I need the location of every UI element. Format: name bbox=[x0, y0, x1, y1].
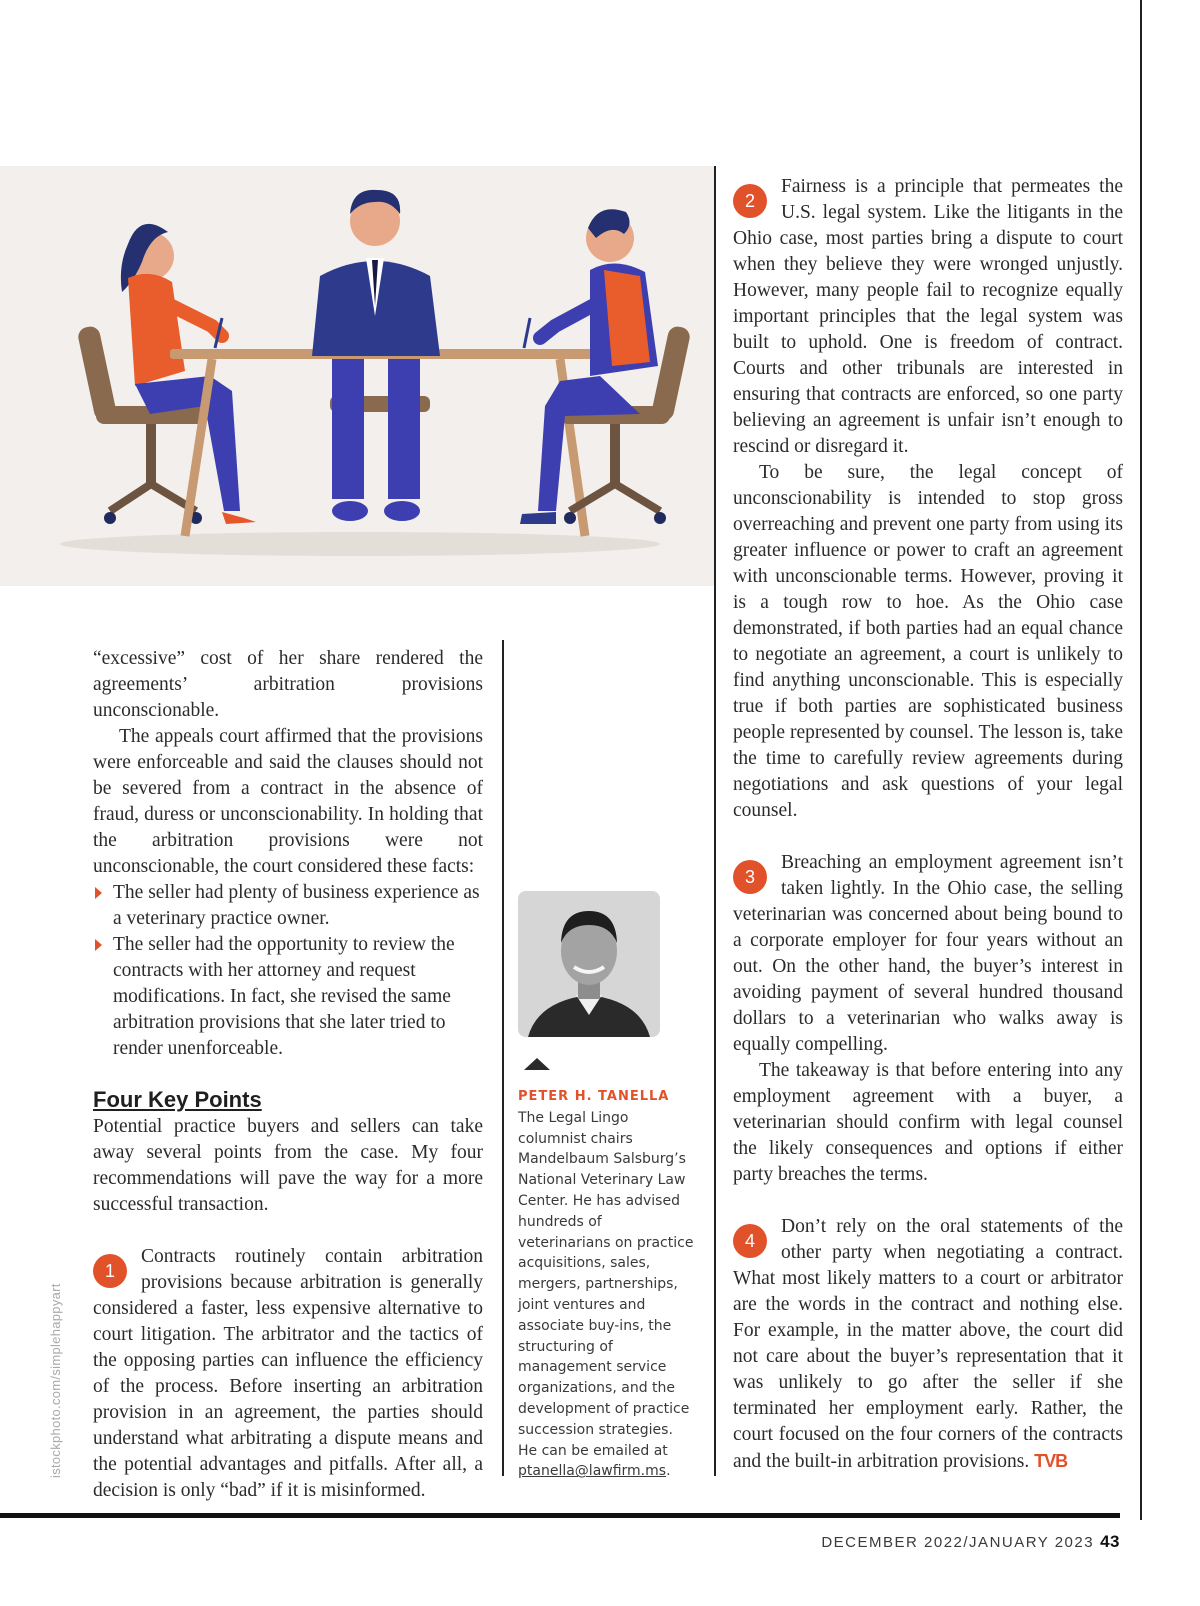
author-bio: PETER H. TANELLA The Legal Lingo columnist chairs Mandelbaum Salsburg’s National Veterinary Law Center. He has advised hundreds of veterinarians on practice acquisitions, sales, mergers, partnerships, joint ventures and associate buy-ins, the structuring of management service organizations, and the development of practice succession strategies. He can be emailed at ptanella@lawfirm.ms. bbox=[518, 1087, 696, 1482]
paragraph: The takeaway is that before entering into any employment agreement with a buyer, a veterinarian should confirm with legal counsel the likely consequences and options if either party breaches the terms. bbox=[733, 1060, 1123, 1185]
author-email-link[interactable]: ptanella@lawfirm.ms bbox=[518, 1463, 667, 1480]
triangle-bullet-icon bbox=[95, 887, 102, 899]
number-badge: 3 bbox=[733, 860, 767, 894]
column-rule-left bbox=[502, 640, 504, 1476]
number-badge: 1 bbox=[93, 1254, 127, 1288]
right-column bbox=[733, 174, 1123, 1475]
bullet-list bbox=[93, 880, 483, 1062]
paragraph: Potential practice buyers and sellers can take away several points from the case. My four recommendations will pave the way for a more successful transaction. bbox=[93, 1116, 483, 1215]
left-column bbox=[93, 646, 483, 1504]
author-name: PETER H. TANELLA bbox=[518, 1089, 670, 1104]
issue-date: DECEMBER 2022/JANUARY 2023 bbox=[821, 1534, 1095, 1551]
paragraph: The appeals court affirmed that the provisions were enforceable and said the clauses should not be severed from a contract in the absence of fraud, duress or unconscionability. In holding that the arbitration provisions were not unconscionable, the court considered these facts: bbox=[93, 726, 483, 877]
paragraph: To be sure, the legal concept of unconscionability is intended to stop gross overreaching and prevent one party from using its greater influence or power to craft an agreement with unconscionable terms. However, proving it is a tough row to hoe. As the Ohio case demonstrated, if both parties had an equal chance to negotiate an agreement, a court is unlikely to find anything unconscionable. This is especially true if both parties are sophisticated business people represented by counsel. The lesson is, take the time to carefully review agreements during negotiations and ask questions of your legal counsel. bbox=[733, 462, 1123, 821]
business-meeting-illustration-icon bbox=[0, 166, 714, 586]
column-rule-right bbox=[714, 166, 716, 1476]
meeting-illustration bbox=[0, 166, 714, 586]
bio-text: The Legal Lingo columnist chairs Mandelbaum Salsburg’s National Veterinary Law Center. He has advised hundreds of veterinarians on practice acquisitions, sales, mergers, partnerships, joint ventures and associate buy-ins, the structuring of management service organizations, and the development of practice succession strategies. He can be emailed at bbox=[518, 1109, 694, 1459]
tvb-end-mark-logo: TVB bbox=[1034, 1451, 1068, 1471]
key-point-1: 1 Contracts routinely contain arbitration provisions because arbitration is generally considered a faster, less expensive alternative to court litigation. The arbitrator and the tactics of the opposing parties can influence the efficiency of the process. Before inserting an arbitration provision in an agreement, the parties should understand what arbitrating a dispute means and the potential advantages and pitfalls. After all, a decision is only “bad” if it is misinformed. bbox=[93, 1246, 483, 1501]
key-point-3: 3 Breaching an employment agreement isn’t taken lightly. In the Ohio case, the selling veterinarian was concerned about being bound to a corporate employer for four years without an out. On the other hand, the buyer’s interest in avoiding payment of several hundred thousand dollars to a veterinarian who walks away is equally compelling. bbox=[733, 852, 1123, 1055]
key-point-2: 2 Fairness is a principle that permeates the U.S. legal system. Like the litigants in the Ohio case, most parties bring a dispute to court when they believe they were wronged unjustly. However, many people fail to recognize equally important principles that the legal system was built to uphold. One is freedom of contract. Courts and other tribunals are interested in ensuring that contracts are enforced, so one party believing an agreement is unfair isn’t enough to rescind or disregard it. bbox=[733, 176, 1123, 457]
up-triangle-icon bbox=[524, 1058, 550, 1070]
number-badge: 2 bbox=[733, 184, 767, 218]
number-badge: 4 bbox=[733, 1224, 767, 1258]
page-footer bbox=[821, 1532, 1120, 1552]
footer-rule bbox=[0, 1513, 1120, 1518]
page-number: 43 bbox=[1100, 1532, 1120, 1551]
author-photo bbox=[518, 891, 660, 1037]
list-item: The seller had the opportunity to review the contracts with her attorney and request modifications. In fact, she revised the same arbitration provisions that she later tried to render unenforceable. bbox=[93, 932, 483, 1062]
author-portrait-icon bbox=[518, 891, 660, 1037]
section-heading: Four Key Points bbox=[93, 1087, 262, 1112]
photo-credit: istockphoto.com/simplehappyart bbox=[48, 1283, 63, 1478]
triangle-bullet-icon bbox=[95, 939, 102, 951]
page-edge-rule bbox=[1140, 0, 1142, 1520]
key-point-4: 4 Don’t rely on the oral statements of the other party when negotiating a contract. What most likely matters to a court or arbitrator are the words in the contract and nothing else. For example, in the matter above, the court did not care about the buyer’s representation that it was unlikely to go after the seller if she terminated her employment early. Rather, the court focused on the four corners of the contracts and the built-in arbitration provisions. TVB bbox=[733, 1216, 1123, 1472]
paragraph: “excessive” cost of her share rendered the agreements’ arbitration provisions unconscionable. bbox=[93, 648, 483, 721]
list-item: The seller had plenty of business experience as a veterinary practice owner. bbox=[93, 880, 483, 932]
